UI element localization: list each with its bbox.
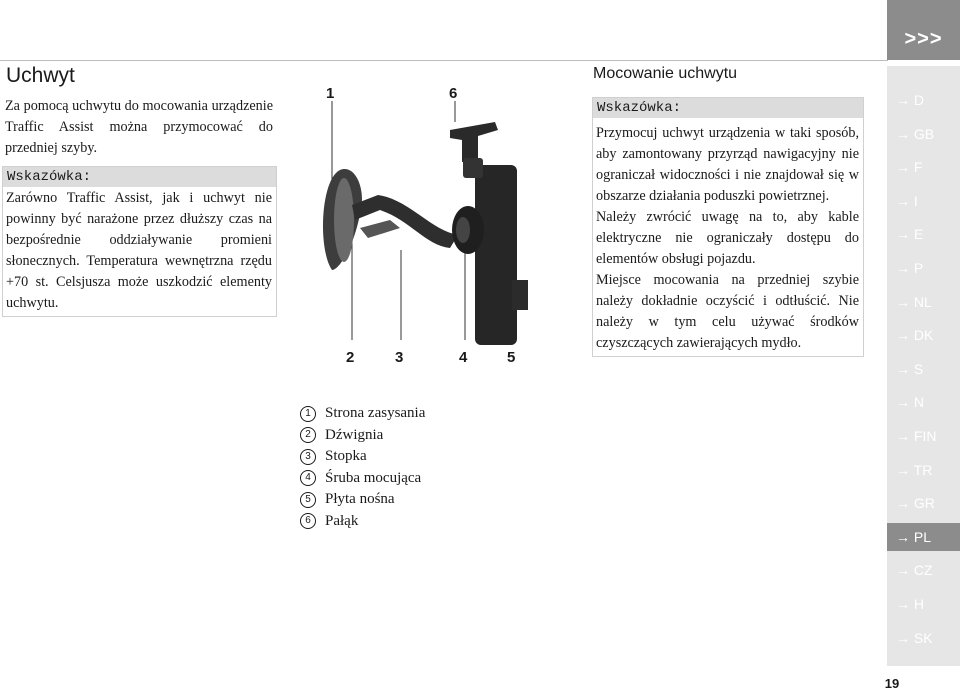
language-list	[887, 66, 960, 666]
header-rule	[0, 60, 888, 61]
lang-link-tr[interactable]: → TR	[896, 461, 933, 478]
legend-item	[300, 425, 425, 447]
carrier-bottom-hook	[512, 280, 528, 310]
lang-link-gr[interactable]: → GR	[896, 495, 935, 512]
lang-link-pl[interactable]: → PL	[887, 523, 960, 551]
note-heading: Wskazówka:	[3, 167, 276, 187]
legend-number: 6	[300, 513, 316, 529]
note-paragraph: Miejsce mocowania na przedniej szybie należy dokładnie oczyścić i odtłuścić. Nie należy w tym celu używać środków czyszczących zawierających mydło.	[596, 272, 859, 351]
lang-link-d[interactable]: → D	[896, 92, 924, 108]
note-body	[593, 118, 863, 356]
legend-label: Płyta nośna	[325, 491, 395, 507]
legend-number: 1	[300, 406, 316, 422]
callout-5: 5	[507, 349, 516, 366]
arm-shape	[352, 195, 458, 248]
callout-6: 6	[449, 85, 458, 102]
callout-3: 3	[395, 349, 404, 366]
legend-label: Strona zasysania	[325, 405, 426, 421]
lang-link-nl[interactable]: → NL	[896, 293, 932, 310]
lang-link-e[interactable]: → E	[896, 226, 924, 243]
lang-link-dk[interactable]: → DK	[896, 327, 934, 344]
legend-label: Stopka	[325, 448, 367, 464]
legend-item	[300, 489, 425, 511]
carrier-top-block	[463, 158, 483, 178]
more-button[interactable]: >>>	[887, 0, 960, 60]
lang-link-h[interactable]: → H	[896, 596, 924, 612]
section-title-uchwyt: Uchwyt	[6, 64, 75, 87]
legend-number: 4	[300, 470, 316, 486]
note-heading: Wskazówka:	[593, 98, 863, 118]
note-paragraph: Należy zwrócić uwagę na to, aby kable elektryczne nie ograniczały dostępu do elementów obsługi pojazdu.	[596, 209, 859, 267]
note-box-sunlight	[2, 166, 277, 317]
legend-number: 5	[300, 492, 316, 508]
lang-link-f[interactable]: → F	[896, 159, 923, 176]
lang-link-p[interactable]: → P	[896, 260, 924, 276]
note-paragraph: Przymocuj uchwyt urządzenia w taki sposób, aby zamontowany przyrząd nawigacyjny nie ograniczał widoczności i nie znajdował się w obszarze działania poduszki powietrznej.	[596, 125, 859, 204]
legend-number: 2	[300, 427, 316, 443]
parts-legend	[300, 403, 425, 532]
lang-link-i[interactable]: → I	[896, 192, 918, 209]
lever-shape	[360, 220, 400, 238]
clamp-shape	[450, 122, 498, 162]
holder-drawing	[300, 70, 560, 380]
note-box-mounting	[592, 97, 864, 357]
carrier-plate-shape	[475, 165, 517, 345]
intro-paragraph: Za pomocą uchwytu do mocowania urządzenie Traffic Assist można przymocować do przedniej szyby.	[5, 98, 273, 156]
callout-4: 4	[459, 349, 468, 366]
lang-link-gb[interactable]: → GB	[896, 125, 935, 142]
legend-item	[300, 446, 425, 468]
suction-cup-rim	[334, 178, 354, 262]
section-title-mocowanie: Mocowanie uchwytu	[593, 65, 738, 82]
lang-link-n[interactable]: → N	[896, 394, 924, 411]
callout-1: 1	[326, 85, 335, 102]
language-sidebar	[887, 0, 960, 692]
lang-link-fin[interactable]: → FIN	[896, 428, 937, 444]
legend-label: Śruba mocująca	[325, 469, 422, 486]
lang-link-cz[interactable]: → CZ	[896, 562, 933, 579]
legend-label: Pałąk	[325, 512, 359, 529]
fixing-screw-center	[456, 217, 470, 243]
legend-item	[300, 468, 425, 490]
legend-label: Dźwignia	[325, 426, 384, 443]
holder-illustration	[300, 70, 560, 380]
note-text: Zarówno Traffic Assist, jak i uchwyt nie powinny być narażone przez dłuższy czas na bezpośrednie oddziaływanie promieni słonecznych. Temperatura wewnętrzna rzędu +70 st. Celsjusza może uszkodzić elementy uchwytu.	[6, 190, 272, 311]
callout-2: 2	[346, 349, 355, 366]
lang-link-sk[interactable]: → SK	[896, 629, 933, 646]
legend-item	[300, 511, 425, 533]
lang-link-s[interactable]: → S	[896, 360, 924, 377]
legend-item	[300, 403, 425, 425]
legend-number: 3	[300, 449, 316, 465]
page-number: 19	[884, 676, 900, 691]
